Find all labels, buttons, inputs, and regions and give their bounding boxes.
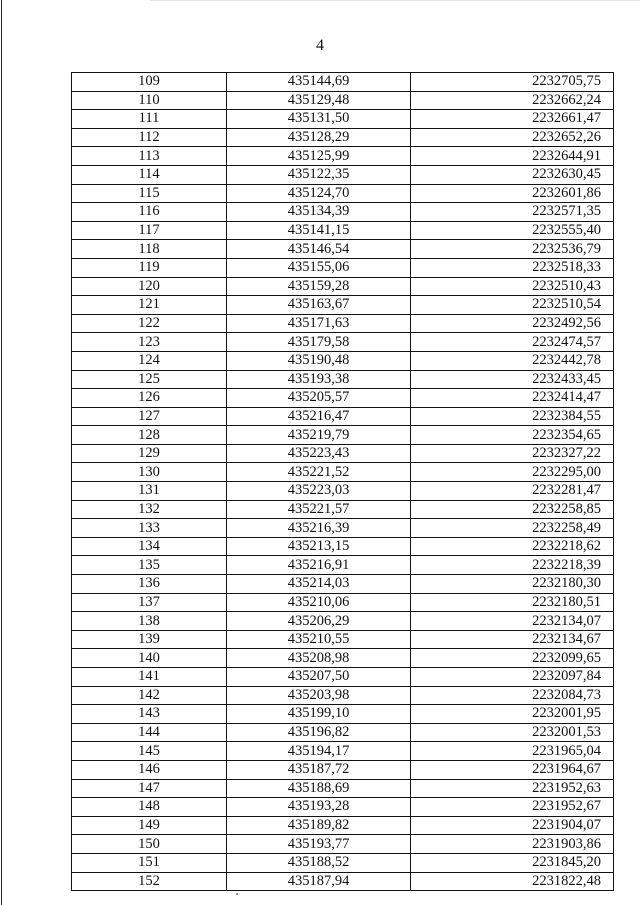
point-number-cell: 150 [72, 835, 227, 854]
x-coordinate-cell: 435216,91 [227, 556, 411, 575]
point-number-cell: 121 [72, 296, 227, 315]
x-coordinate-cell: 435179,58 [227, 333, 411, 352]
table-row [72, 240, 614, 259]
table-row [72, 444, 614, 463]
y-coordinate-cell: 2232601,86 [411, 184, 614, 203]
point-number-cell: 112 [72, 128, 227, 147]
y-coordinate-cell: 2232652,26 [411, 128, 614, 147]
y-coordinate-cell: 2231822,48 [411, 872, 614, 891]
point-number-cell: 122 [72, 314, 227, 333]
x-coordinate-cell: 435134,39 [227, 203, 411, 222]
point-number-cell: 124 [72, 351, 227, 370]
x-coordinate-cell: 435187,72 [227, 760, 411, 779]
table-row [72, 816, 614, 835]
y-coordinate-cell: 2232354,65 [411, 426, 614, 445]
y-coordinate-cell: 2232474,57 [411, 333, 614, 352]
x-coordinate-cell: 435144,69 [227, 73, 411, 92]
y-coordinate-cell: 2232258,49 [411, 519, 614, 538]
y-coordinate-cell: 2232218,62 [411, 537, 614, 556]
table-row [72, 314, 614, 333]
table-row [72, 184, 614, 203]
table-row [72, 575, 614, 594]
y-coordinate-cell: 2231952,63 [411, 779, 614, 798]
table-row [72, 73, 614, 92]
y-coordinate-cell: 2232705,75 [411, 73, 614, 92]
y-coordinate-cell: 2232662,24 [411, 91, 614, 110]
table-row [72, 128, 614, 147]
point-number-cell: 137 [72, 593, 227, 612]
y-coordinate-cell: 2232571,35 [411, 203, 614, 222]
y-coordinate-cell: 2232442,78 [411, 351, 614, 370]
x-coordinate-cell: 435190,48 [227, 351, 411, 370]
y-coordinate-cell: 2232327,22 [411, 444, 614, 463]
point-number-cell: 114 [72, 165, 227, 184]
x-coordinate-cell: 435193,38 [227, 370, 411, 389]
table-row [72, 277, 614, 296]
point-number-cell: 141 [72, 668, 227, 687]
point-number-cell: 109 [72, 73, 227, 92]
x-coordinate-cell: 435189,82 [227, 816, 411, 835]
point-number-cell: 145 [72, 742, 227, 761]
coordinates-table-body [72, 73, 614, 891]
x-coordinate-cell: 435171,63 [227, 314, 411, 333]
y-coordinate-cell: 2232295,00 [411, 463, 614, 482]
y-coordinate-cell: 2232492,56 [411, 314, 614, 333]
point-number-cell: 116 [72, 203, 227, 222]
y-coordinate-cell: 2231965,04 [411, 742, 614, 761]
point-number-cell: 110 [72, 91, 227, 110]
y-coordinate-cell: 2232099,65 [411, 649, 614, 668]
point-number-cell: 143 [72, 705, 227, 724]
x-coordinate-cell: 435207,50 [227, 668, 411, 687]
table-row [72, 519, 614, 538]
point-number-cell: 138 [72, 612, 227, 631]
point-number-cell: 134 [72, 537, 227, 556]
x-coordinate-cell: 435128,29 [227, 128, 411, 147]
table-row [72, 296, 614, 315]
x-coordinate-cell: 435131,50 [227, 110, 411, 129]
y-coordinate-cell: 2232510,43 [411, 277, 614, 296]
y-coordinate-cell: 2231952,67 [411, 798, 614, 817]
table-row [72, 593, 614, 612]
y-coordinate-cell: 2231903,86 [411, 835, 614, 854]
y-coordinate-cell: 2232433,45 [411, 370, 614, 389]
x-coordinate-cell: 435223,43 [227, 444, 411, 463]
table-row [72, 463, 614, 482]
point-number-cell: 117 [72, 221, 227, 240]
x-coordinate-cell: 435213,15 [227, 537, 411, 556]
table-row [72, 165, 614, 184]
point-number-cell: 129 [72, 444, 227, 463]
x-coordinate-cell: 435196,82 [227, 723, 411, 742]
y-coordinate-cell: 2232555,40 [411, 221, 614, 240]
x-coordinate-cell: 435216,39 [227, 519, 411, 538]
y-coordinate-cell: 2232097,84 [411, 668, 614, 687]
table-row [72, 612, 614, 631]
x-coordinate-cell: 435205,57 [227, 389, 411, 408]
y-coordinate-cell: 2232258,85 [411, 500, 614, 519]
x-coordinate-cell: 435216,47 [227, 407, 411, 426]
point-number-cell: 118 [72, 240, 227, 259]
x-coordinate-cell: 435223,03 [227, 482, 411, 501]
point-number-cell: 152 [72, 872, 227, 891]
table-row [72, 630, 614, 649]
x-coordinate-cell: 435125,99 [227, 147, 411, 166]
y-coordinate-cell: 2232084,73 [411, 686, 614, 705]
table-row [72, 351, 614, 370]
x-coordinate-cell: 435199,10 [227, 705, 411, 724]
x-coordinate-cell: 435141,15 [227, 221, 411, 240]
table-row [72, 389, 614, 408]
y-coordinate-cell: 2232661,47 [411, 110, 614, 129]
table-row [72, 853, 614, 872]
y-coordinate-cell: 2232134,67 [411, 630, 614, 649]
y-coordinate-cell: 2232001,53 [411, 723, 614, 742]
y-coordinate-cell: 2232001,95 [411, 705, 614, 724]
y-coordinate-cell: 2232644,91 [411, 147, 614, 166]
table-row [72, 258, 614, 277]
x-coordinate-cell: 435206,29 [227, 612, 411, 631]
table-row [72, 723, 614, 742]
x-coordinate-cell: 435188,69 [227, 779, 411, 798]
x-coordinate-cell: 435193,28 [227, 798, 411, 817]
point-number-cell: 119 [72, 258, 227, 277]
x-coordinate-cell: 435208,98 [227, 649, 411, 668]
table-row [72, 221, 614, 240]
x-coordinate-cell: 435219,79 [227, 426, 411, 445]
point-number-cell: 130 [72, 463, 227, 482]
point-number-cell: 149 [72, 816, 227, 835]
point-number-cell: 128 [72, 426, 227, 445]
scan-left-edge [1, 0, 2, 905]
point-number-cell: 123 [72, 333, 227, 352]
point-number-cell: 131 [72, 482, 227, 501]
point-number-cell: 120 [72, 277, 227, 296]
x-coordinate-cell: 435124,70 [227, 184, 411, 203]
y-coordinate-cell: 2232384,55 [411, 407, 614, 426]
page-number: 4 [316, 37, 324, 54]
table-row [72, 668, 614, 687]
table-row [72, 742, 614, 761]
point-number-cell: 111 [72, 110, 227, 129]
table-row [72, 556, 614, 575]
point-number-cell: 144 [72, 723, 227, 742]
y-coordinate-cell: 2232630,45 [411, 165, 614, 184]
y-coordinate-cell: 2232180,30 [411, 575, 614, 594]
point-number-cell: 142 [72, 686, 227, 705]
point-number-cell: 139 [72, 630, 227, 649]
table-row [72, 333, 614, 352]
y-coordinate-cell: 2232218,39 [411, 556, 614, 575]
table-row [72, 147, 614, 166]
x-coordinate-cell: 435221,52 [227, 463, 411, 482]
point-number-cell: 125 [72, 370, 227, 389]
y-coordinate-cell: 2232518,33 [411, 258, 614, 277]
y-coordinate-cell: 2231964,67 [411, 760, 614, 779]
x-coordinate-cell: 435155,06 [227, 258, 411, 277]
point-number-cell: 132 [72, 500, 227, 519]
x-coordinate-cell: 435214,03 [227, 575, 411, 594]
y-coordinate-cell: 2232536,79 [411, 240, 614, 259]
point-number-cell: 146 [72, 760, 227, 779]
table-row [72, 203, 614, 222]
y-coordinate-cell: 2231904,07 [411, 816, 614, 835]
table-row [72, 798, 614, 817]
x-coordinate-cell: 435129,48 [227, 91, 411, 110]
x-coordinate-cell: 435122,35 [227, 165, 411, 184]
point-number-cell: 151 [72, 853, 227, 872]
x-coordinate-cell: 435163,67 [227, 296, 411, 315]
table-row [72, 537, 614, 556]
x-coordinate-cell: 435187,94 [227, 872, 411, 891]
table-row [72, 482, 614, 501]
point-number-cell: 147 [72, 779, 227, 798]
y-coordinate-cell: 2232281,47 [411, 482, 614, 501]
point-number-cell: 113 [72, 147, 227, 166]
table-row [72, 835, 614, 854]
table-row [72, 370, 614, 389]
x-coordinate-cell: 435188,52 [227, 853, 411, 872]
point-number-cell: 136 [72, 575, 227, 594]
table-row [72, 649, 614, 668]
x-coordinate-cell: 435159,28 [227, 277, 411, 296]
x-coordinate-cell: 435221,57 [227, 500, 411, 519]
scan-speck [236, 893, 238, 895]
x-coordinate-cell: 435210,06 [227, 593, 411, 612]
table-row [72, 779, 614, 798]
table-row [72, 705, 614, 724]
table-row [72, 91, 614, 110]
coordinates-table [71, 72, 614, 891]
point-number-cell: 115 [72, 184, 227, 203]
table-row [72, 686, 614, 705]
y-coordinate-cell: 2232510,54 [411, 296, 614, 315]
y-coordinate-cell: 2232134,07 [411, 612, 614, 631]
y-coordinate-cell: 2231845,20 [411, 853, 614, 872]
table-row [72, 872, 614, 891]
x-coordinate-cell: 435210,55 [227, 630, 411, 649]
point-number-cell: 133 [72, 519, 227, 538]
table-row [72, 500, 614, 519]
point-number-cell: 135 [72, 556, 227, 575]
x-coordinate-cell: 435193,77 [227, 835, 411, 854]
x-coordinate-cell: 435194,17 [227, 742, 411, 761]
point-number-cell: 126 [72, 389, 227, 408]
point-number-cell: 148 [72, 798, 227, 817]
x-coordinate-cell: 435203,98 [227, 686, 411, 705]
point-number-cell: 127 [72, 407, 227, 426]
point-number-cell: 140 [72, 649, 227, 668]
x-coordinate-cell: 435146,54 [227, 240, 411, 259]
table-row [72, 407, 614, 426]
table-row [72, 760, 614, 779]
table-row [72, 110, 614, 129]
y-coordinate-cell: 2232414,47 [411, 389, 614, 408]
table-row [72, 426, 614, 445]
scan-top-edge [150, 0, 640, 1]
y-coordinate-cell: 2232180,51 [411, 593, 614, 612]
